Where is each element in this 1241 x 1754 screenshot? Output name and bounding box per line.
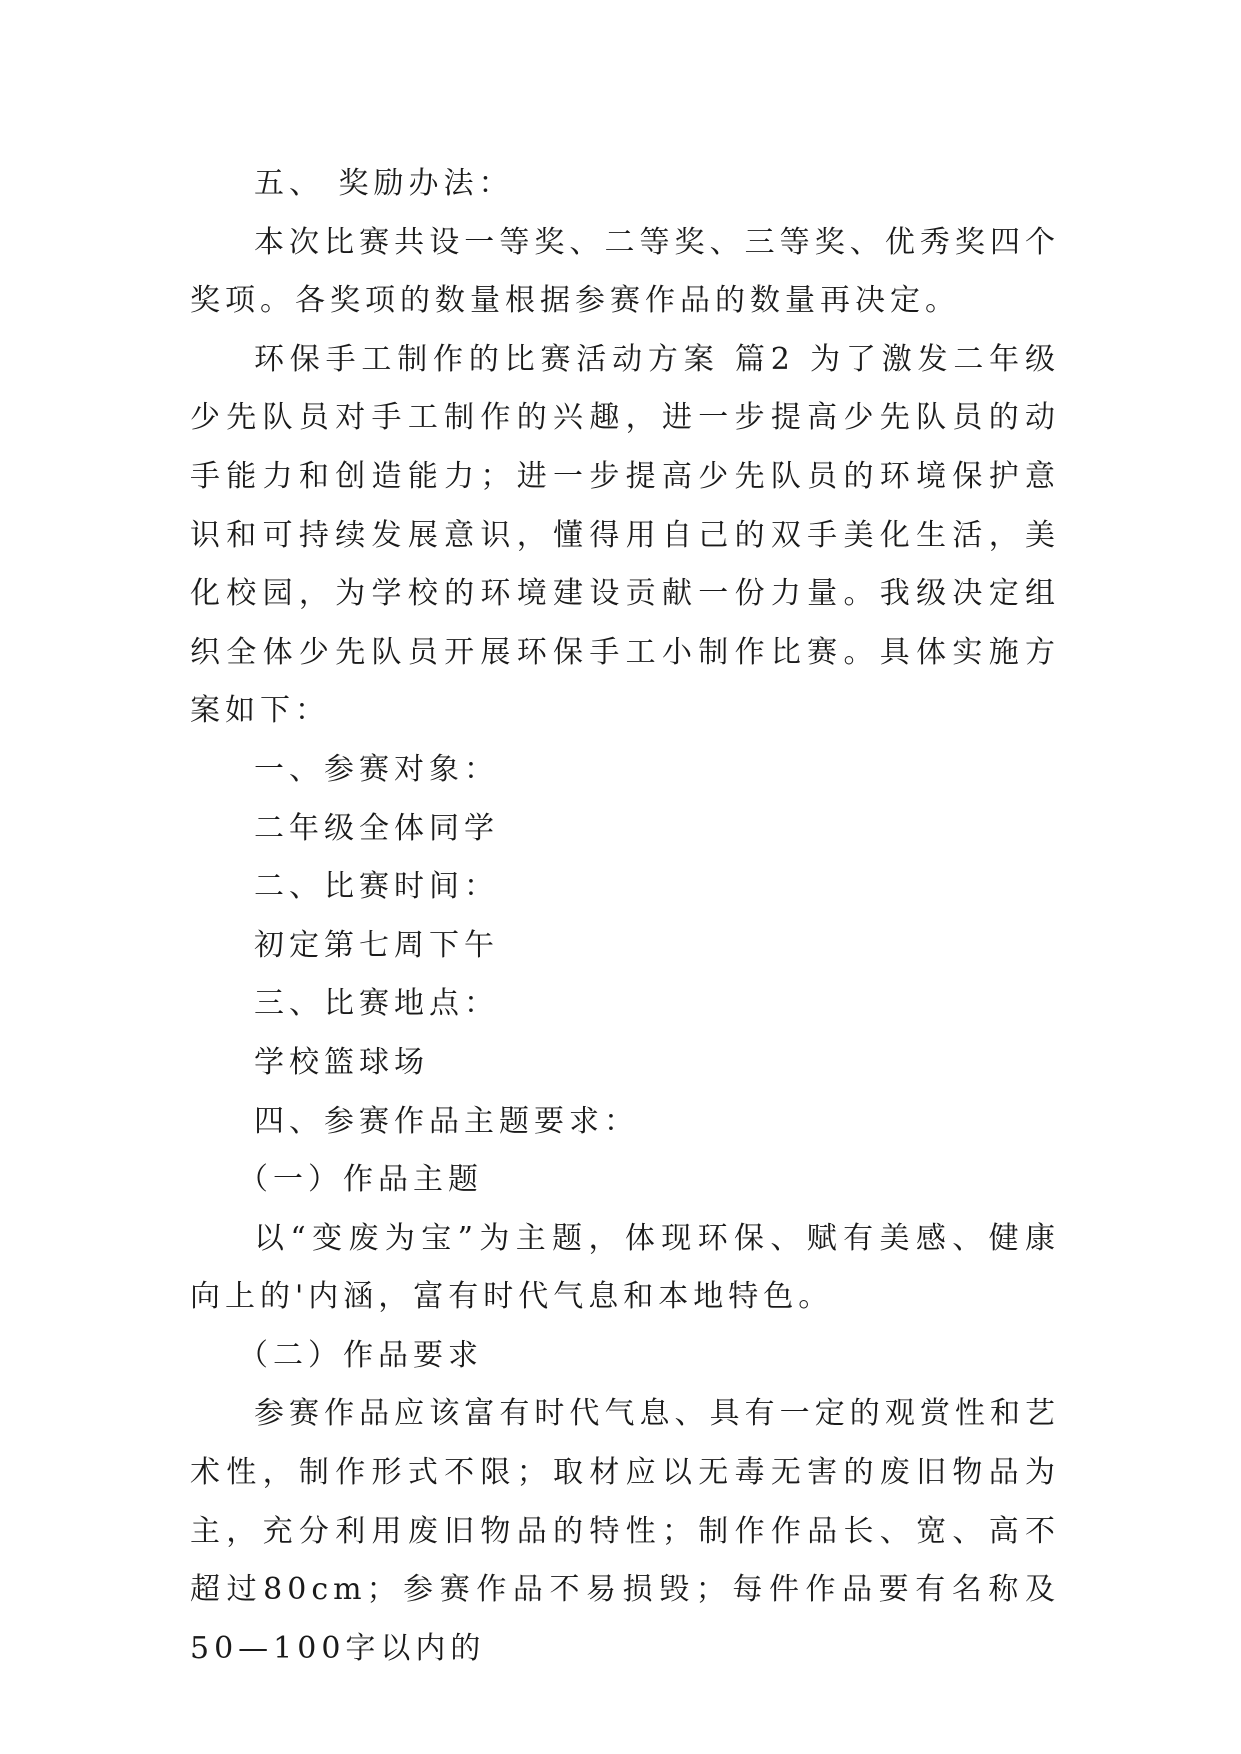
paragraph-awards: 本次比赛共设一等奖、二等奖、三等奖、优秀奖四个奖项。各奖项的数量根据参赛作品的数量再决定。 (190, 224, 1060, 319)
paragraph-requirements: 参赛作品应该富有时代气息、具有一定的观赏性和艺术性，制作形式不限；取材应以无毒无害的废旧物品为主，充分利用废旧物品的特性；制作作品长、宽、高不超过80cm；参赛作品不易损毁；每件作品要有名称及50—100字以内的 (190, 1396, 1060, 1666)
section-heading-theme-requirements: 四、参赛作品主题要求： (254, 1103, 639, 1139)
subheading-requirements: （二）作品要求 (238, 1337, 483, 1373)
section-heading-awards: 五、 奖励办法： (254, 166, 514, 201)
subheading-theme: （一）作品主题 (238, 1162, 483, 1198)
paragraph-plan-2-intro: 环保手工制作的比赛活动方案 篇2 为了激发二年级少先队员对手工制作的兴趣，进一步提高少先队员的动手能力和创造能力；进一步提高少先队员的环境保护意识和可持续发展意识，懂得用自己的双手美化生活，美化校园，为学校的环境建设贡献一份力量。我级决定组织全体少先队员开展环保手工小制作比赛。具体实施方案如下： (190, 341, 1060, 729)
section-heading-location: 三、比赛地点： (254, 986, 499, 1022)
paragraph-theme: 以“变废为宝”为主题，体现环保、赋有美感、健康向上的'内涵，富有时代气息和本地特色。 (190, 1220, 1060, 1315)
paragraph-time: 初定第七周下午 (254, 927, 499, 963)
paragraph-participants: 二年级全体同学 (254, 810, 499, 846)
document-body (190, 155, 1060, 1678)
paragraph-location: 学校篮球场 (254, 1044, 429, 1080)
section-heading-participants: 一、参赛对象： (254, 751, 499, 787)
section-heading-time: 二、比赛时间： (254, 869, 499, 905)
